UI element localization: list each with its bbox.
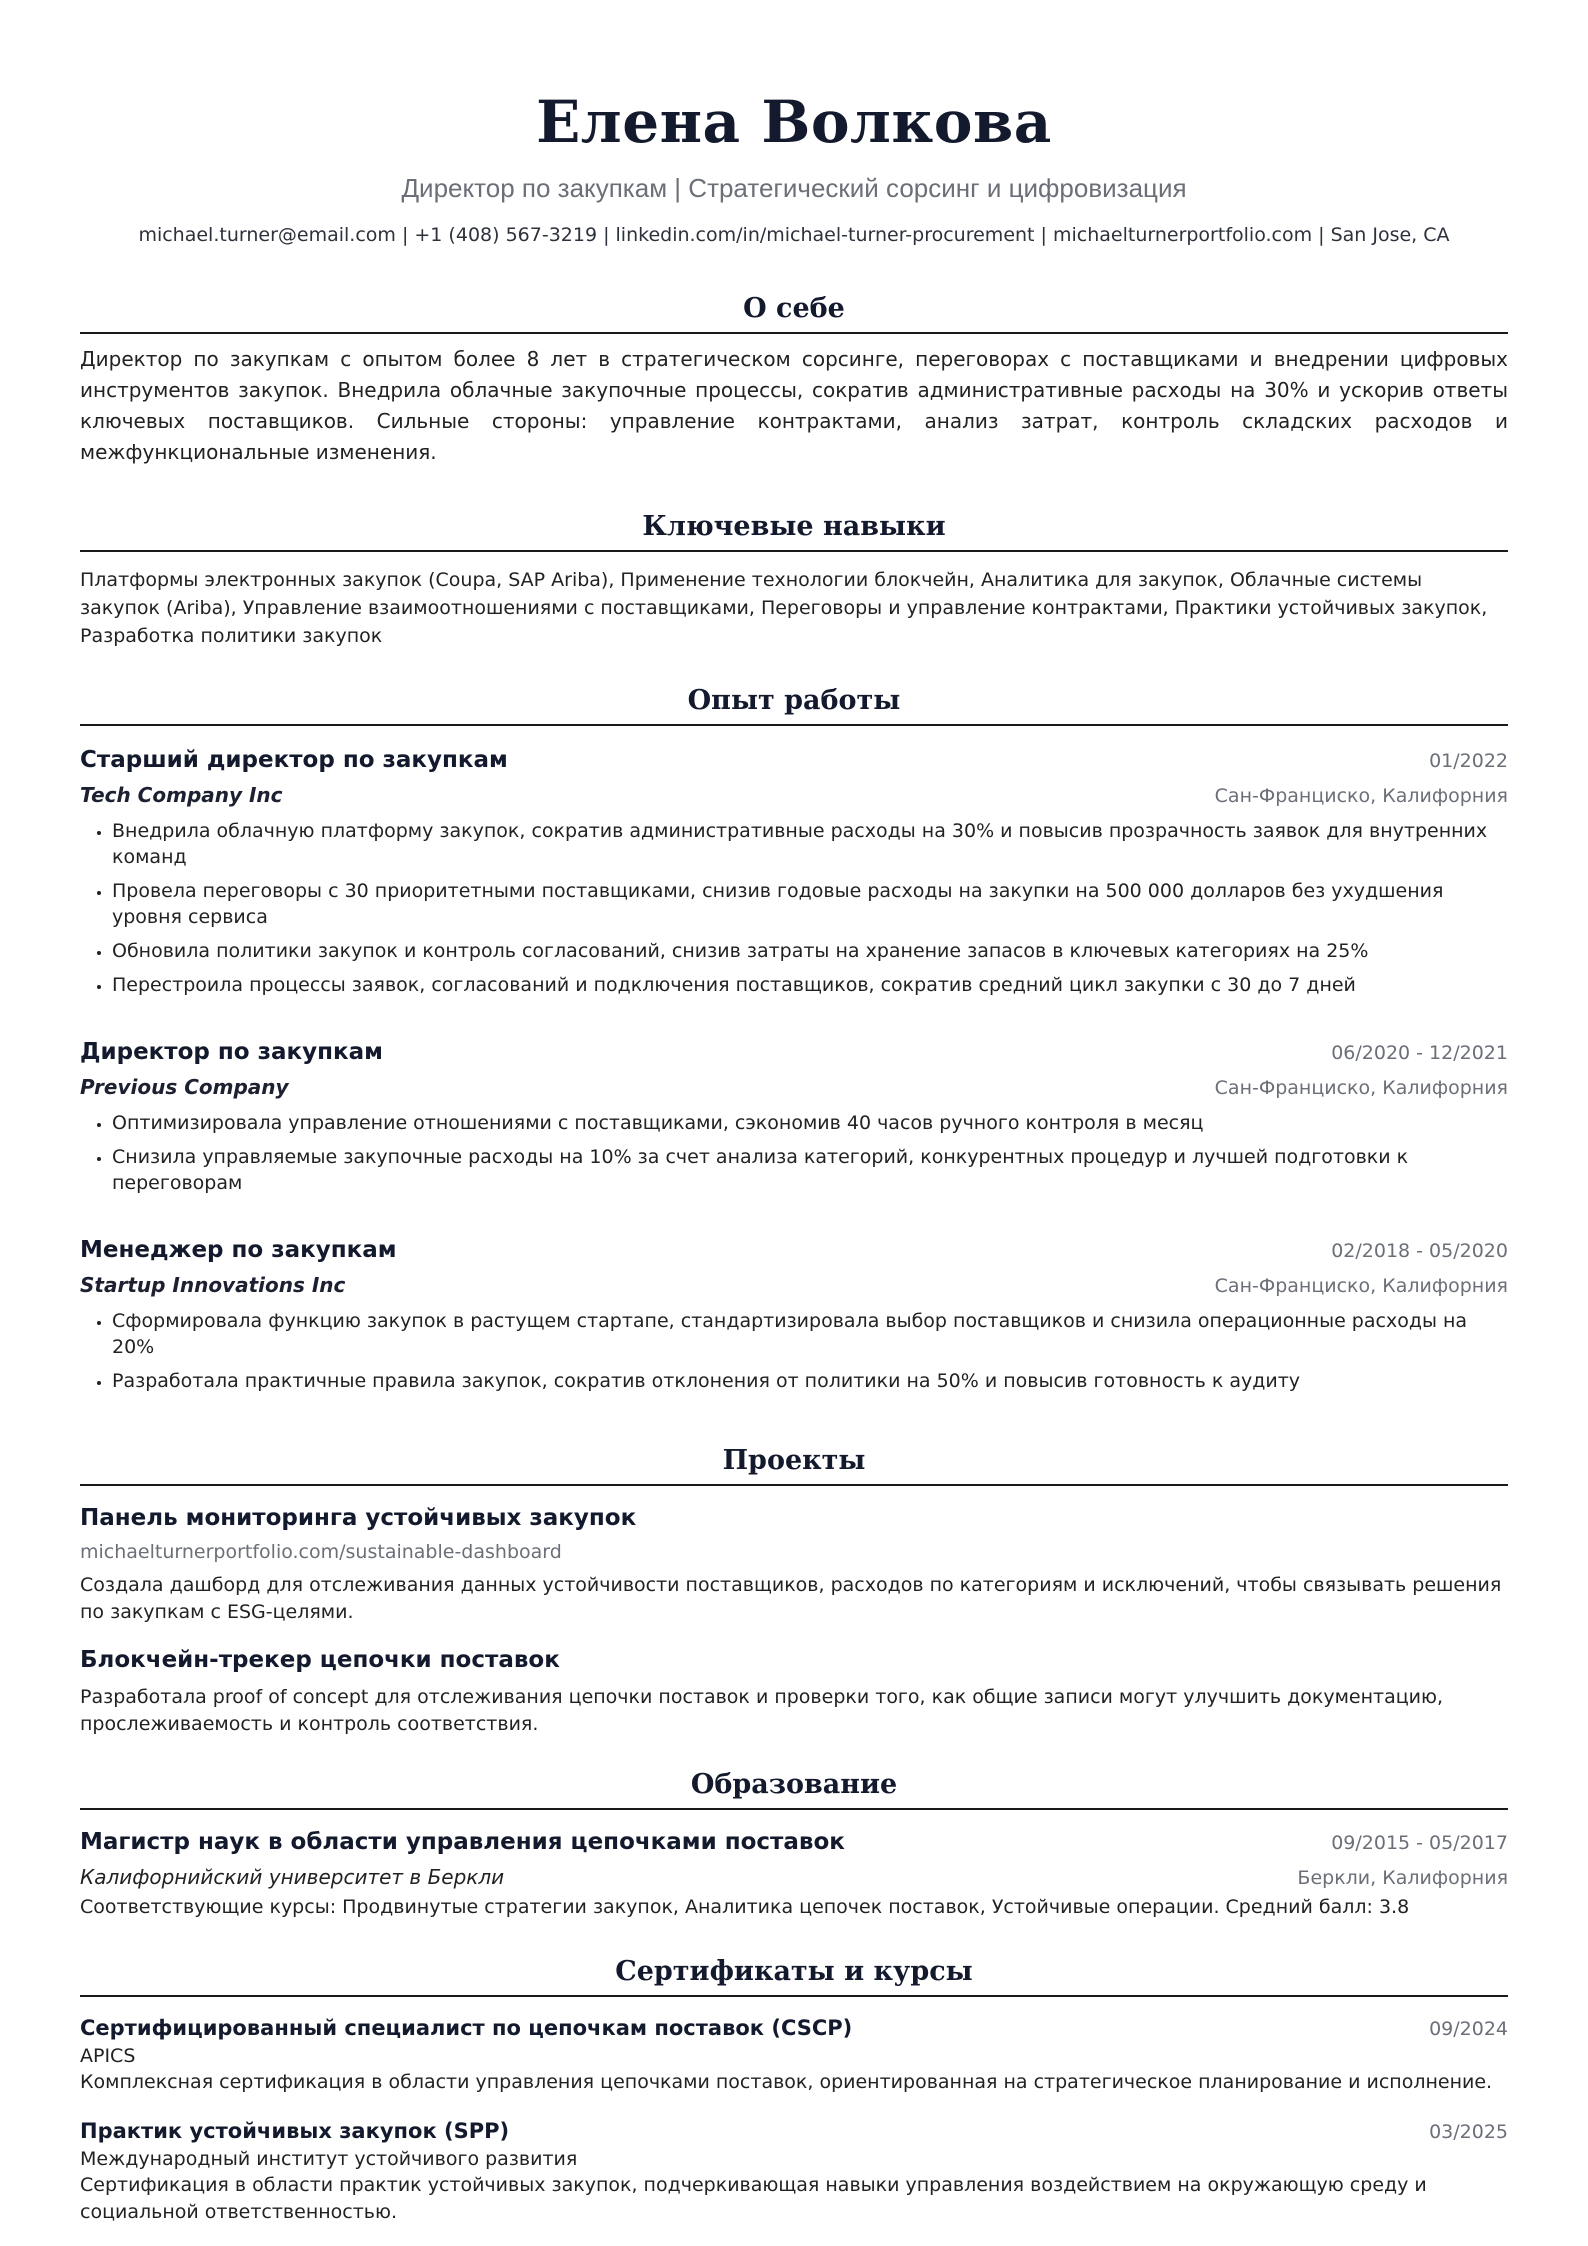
job-date: 02/2018 - 05/2020 <box>1331 1240 1508 1262</box>
job-location: Сан-Франциско, Калифорния <box>1214 785 1508 807</box>
job-location: Сан-Франциско, Калифорния <box>1214 1275 1508 1297</box>
job-title: Менеджер по закупкам <box>80 1237 397 1263</box>
education-section <box>80 1768 1508 1921</box>
job-title: Директор по закупкам <box>80 1039 383 1065</box>
certification-description: Сертификация в области практик устойчивых закупок, подчеркивающая навыки управления воздействием на окружающую среду и социальной ответственностью. <box>80 2174 1427 2223</box>
education-location: Беркли, Калифорния <box>1297 1867 1508 1889</box>
certification-description: Комплексная сертификация в области управления цепочками поставок, ориентированная на стратегическое планирование и исполнение. <box>80 2071 1493 2093</box>
project-link[interactable]: michaelturnerportfolio.com/sustainable-dashboard <box>80 1541 562 1563</box>
job-entry <box>80 744 1508 998</box>
project-entry <box>80 1644 1508 1738</box>
resume-header <box>80 88 1508 248</box>
candidate-headline: Директор по закупкам | Стратегический сорсинг и цифровизация <box>401 173 1187 203</box>
experience-section <box>80 684 1508 1394</box>
job-title: Старший директор по закупкам <box>80 747 508 773</box>
job-location: Сан-Франциско, Калифорния <box>1214 1077 1508 1099</box>
section-title-summary: О себе <box>80 292 1508 334</box>
job-bullet: • Снизила управляемые закупочные расходы на 10% за счет анализа категорий, конкурентных процедур и лучшей подготовки к переговорам <box>112 1144 1508 1196</box>
candidate-name: Елена Волкова <box>536 88 1052 156</box>
project-description: Создала дашборд для отслеживания данных устойчивости поставщиков, расходов по категориям и исключений, чтобы связывать решения по закупкам с ESG-целями. <box>80 1574 1502 1623</box>
job-date: 06/2020 - 12/2021 <box>1331 1042 1508 1064</box>
summary-section <box>80 292 1508 468</box>
summary-text: Директор по закупкам с опытом более 8 лет в стратегическом сорсинге, переговорах с поставщиками и внедрении цифровых инструментов закупок. Внедрила облачные закупочные процессы, сократив административные расходы на 30% и ускорив ответы ключевых поставщиков. Сильные стороны: управление контрактами, анализ затрат, контроль складских расходов и межфункциональные изменения. <box>80 347 1508 464</box>
section-title-certifications: Сертификаты и курсы <box>80 1955 1508 1997</box>
job-bullet: • Сформировала функцию закупок в растущем стартапе, стандартизировала выбор поставщиков и снизила операционные расходы на 20% <box>112 1308 1508 1360</box>
section-title-experience: Опыт работы <box>80 684 1508 726</box>
job-entry <box>80 1036 1508 1196</box>
job-bullet: • Провела переговоры с 30 приоритетными поставщиками, снизив годовые расходы на закупки на 500 000 долларов без ухудшения уровня сервиса <box>112 878 1508 930</box>
certification-title: Сертифицированный специалист по цепочкам поставок (CSCP) <box>80 2016 853 2040</box>
education-details: Соответствующие курсы: Продвинутые стратегии закупок, Аналитика цепочек поставок, Устойчивые операции. Средний балл: 3.8 <box>80 1896 1410 1918</box>
project-description: Разработала proof of concept для отслеживания цепочки поставок и проверки того, как общие записи могут улучшить документацию, прослеживаемость и контроль соответствия. <box>80 1686 1444 1735</box>
job-bullet: • Оптимизировала управление отношениями с поставщиками, сэкономив 40 часов ручного контроля в месяц <box>112 1110 1508 1136</box>
job-bullet: • Перестроила процессы заявок, согласований и подключения поставщиков, сократив средний цикл закупки с 30 до 7 дней <box>112 972 1508 998</box>
certifications-section <box>80 1955 1508 2226</box>
job-company: Tech Company Inc <box>80 783 283 807</box>
job-company: Startup Innovations Inc <box>80 1273 346 1297</box>
certification-entry <box>80 2116 1508 2226</box>
certification-date: 09/2024 <box>1429 2018 1508 2040</box>
job-entry <box>80 1234 1508 1394</box>
section-title-skills: Ключевые навыки <box>80 510 1508 552</box>
certification-entry <box>80 2013 1508 2096</box>
certification-date: 03/2025 <box>1429 2121 1508 2143</box>
institution-name: Калифорнийский университет в Беркли <box>80 1865 505 1889</box>
job-bullets <box>80 1308 1508 1394</box>
project-title: Блокчейн-трекер цепочки поставок <box>80 1647 560 1673</box>
certification-issuer: Международный институт устойчивого развития <box>80 2148 578 2170</box>
certification-title: Практик устойчивых закупок (SPP) <box>80 2119 510 2143</box>
job-bullet: • Внедрила облачную платформу закупок, сократив административные расходы на 30% и повысив прозрачность заявок для внутренних команд <box>112 818 1508 870</box>
skills-section <box>80 510 1508 650</box>
education-date: 09/2015 - 05/2017 <box>1331 1832 1508 1854</box>
section-title-education: Образование <box>80 1768 1508 1810</box>
skills-text: Платформы электронных закупок (Coupa, SAP Ariba), Применение технологии блокчейн, Аналитика для закупок, Облачные системы закупок (Ariba), Управление взаимоотношениями с поставщиками, Переговоры и управление контрактами, Практики устойчивых закупок, Разработка политики закупок <box>80 569 1488 647</box>
job-bullets <box>80 818 1508 998</box>
job-bullet: • Разработала практичные правила закупок, сократив отклонения от политики на 50% и повысив готовность к аудиту <box>112 1368 1508 1394</box>
degree-title: Магистр наук в области управления цепочками поставок <box>80 1829 845 1855</box>
job-company: Previous Company <box>80 1075 289 1099</box>
project-entry <box>80 1502 1508 1626</box>
job-bullet: • Обновила политики закупок и контроль согласований, снизив затраты на хранение запасов в ключевых категориях на 25% <box>112 938 1508 964</box>
contact-line: michael.turner@email.com | +1 (408) 567-3219 | linkedin.com/in/michael-turner-procurement | michaelturnerportfolio.com | San Jose, CA <box>138 224 1450 246</box>
job-date: 01/2022 <box>1429 750 1508 772</box>
certification-issuer: APICS <box>80 2045 136 2067</box>
job-bullets <box>80 1110 1508 1196</box>
section-title-projects: Проекты <box>80 1444 1508 1486</box>
project-title: Панель мониторинга устойчивых закупок <box>80 1505 637 1531</box>
projects-section <box>80 1444 1508 1738</box>
